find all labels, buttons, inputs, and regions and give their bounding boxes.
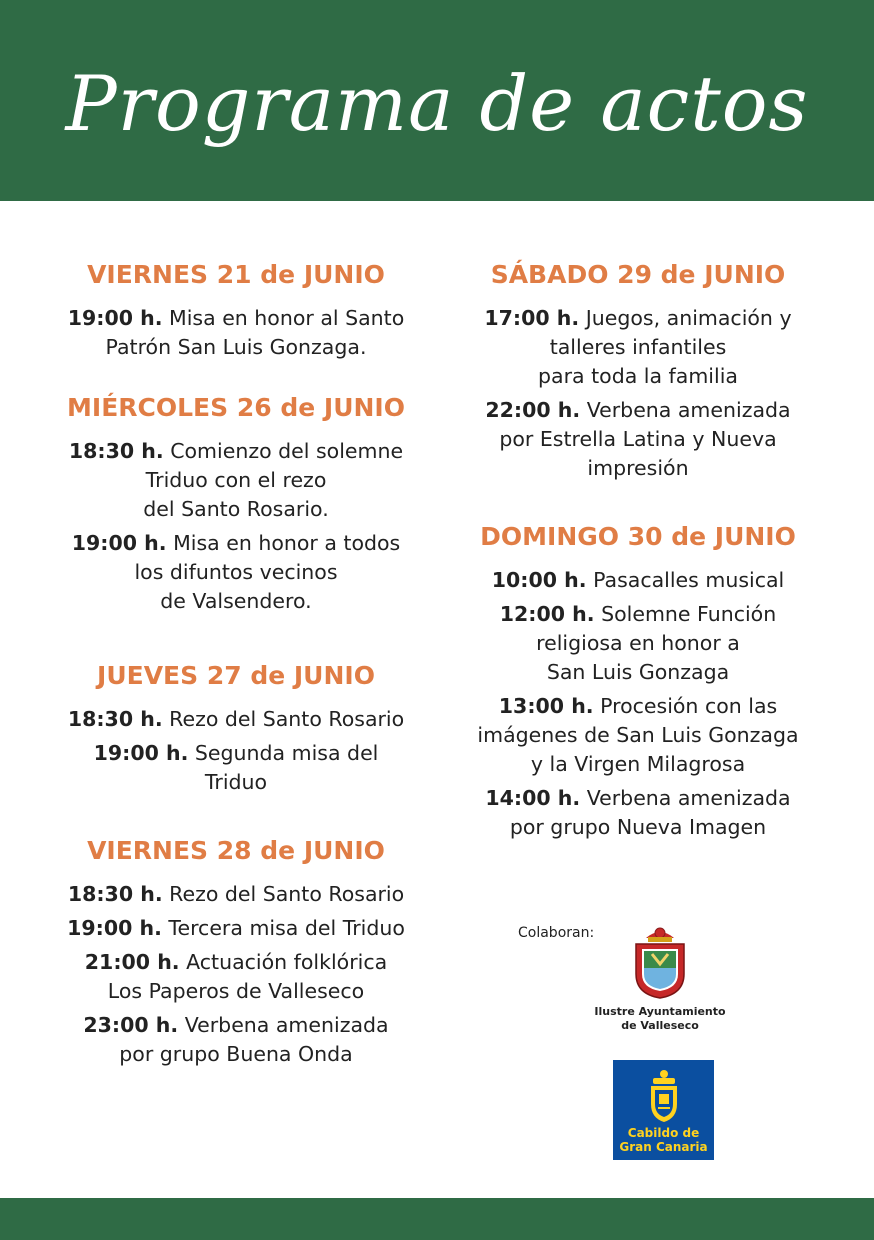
event-text: Verbena amenizada por Estrella Latina y Nueva impresión <box>499 398 791 480</box>
event-item <box>30 1011 442 1069</box>
event-time: 10:00 h. <box>491 568 587 592</box>
event-text: Misa en honor al Santo Patrón San Luis Gonzaga. <box>105 306 405 359</box>
event-text: Verbena amenizada por grupo Buena Onda <box>119 1013 389 1066</box>
page-title: Programa de actos <box>65 59 809 148</box>
cabildo-name: Cabildo de Gran Canaria <box>619 1126 708 1154</box>
event-item <box>452 600 824 687</box>
day-heading: MIÉRCOLES 26 de JUNIO <box>67 393 405 422</box>
day-heading: JUEVES 27 de JUNIO <box>97 661 375 690</box>
sponsors-label: Colaboran: <box>518 925 595 941</box>
event-text: Tercera misa del Triduo <box>168 916 405 940</box>
event-item <box>30 948 442 1006</box>
cabildo-logo <box>613 1060 714 1160</box>
event-time: 22:00 h. <box>485 398 581 422</box>
event-text: Misa en honor a todos los difuntos vecinos de Valsendero. <box>134 531 401 613</box>
event-text: Juegos, animación y talleres infantiles para toda la familia <box>538 306 792 388</box>
day-block <box>30 659 442 797</box>
event-item <box>452 566 824 595</box>
event-item <box>452 304 824 391</box>
day-heading: VIERNES 28 de JUNIO <box>87 836 385 865</box>
event-item <box>30 705 442 734</box>
event-text: Pasacalles musical <box>593 568 785 592</box>
event-text: Solemne Función religiosa en honor a San Luis Gonzaga <box>536 602 777 684</box>
event-time: 21:00 h. <box>84 950 180 974</box>
event-item <box>452 784 824 842</box>
municipal-shield-icon <box>628 924 692 1000</box>
event-item <box>30 914 442 943</box>
event-item <box>452 396 824 483</box>
event-time: 19:00 h. <box>67 916 162 940</box>
event-time: 18:30 h. <box>67 882 163 906</box>
day-block <box>452 520 824 842</box>
event-text: Actuación folklórica Los Paperos de Valleseco <box>107 950 388 1003</box>
event-item <box>452 692 824 779</box>
footer-band <box>0 1198 874 1240</box>
event-item <box>30 739 442 797</box>
municipality-name: Ilustre Ayuntamiento de Valleseco <box>594 1005 726 1032</box>
day-block <box>30 834 442 1069</box>
day-block <box>30 391 442 616</box>
event-text: Rezo del Santo Rosario <box>169 882 405 906</box>
event-text: Verbena amenizada por grupo Nueva Imagen <box>509 786 791 839</box>
event-time: 12:00 h. <box>499 602 595 626</box>
left-column <box>30 258 442 1074</box>
event-time: 14:00 h. <box>485 786 581 810</box>
right-column <box>452 258 824 847</box>
day-heading: SÁBADO 29 de JUNIO <box>490 260 786 289</box>
event-time: 19:00 h. <box>93 741 189 765</box>
event-text: Rezo del Santo Rosario <box>169 707 405 731</box>
cabildo-crest-icon <box>646 1068 682 1124</box>
event-time: 18:30 h. <box>68 439 164 463</box>
day-heading: DOMINGO 30 de JUNIO <box>480 522 796 551</box>
day-heading: VIERNES 21 de JUNIO <box>87 260 385 289</box>
day-block <box>30 258 442 362</box>
event-item <box>30 437 442 524</box>
event-time: 19:00 h. <box>67 306 163 330</box>
event-time: 19:00 h. <box>71 531 167 555</box>
event-text: Procesión con las imágenes de San Luis Gonzaga y la Virgen Milagrosa <box>477 694 799 776</box>
event-time: 17:00 h. <box>484 306 580 330</box>
event-item <box>30 529 442 616</box>
event-text: Comienzo del solemne Triduo con el rezo del Santo Rosario. <box>143 439 404 521</box>
day-block <box>452 258 824 483</box>
event-time: 23:00 h. <box>83 1013 179 1037</box>
event-time: 13:00 h. <box>498 694 594 718</box>
event-item <box>30 880 442 909</box>
event-time: 18:30 h. <box>67 707 163 731</box>
event-text: Segunda misa del Triduo <box>194 741 379 794</box>
event-item <box>30 304 442 362</box>
